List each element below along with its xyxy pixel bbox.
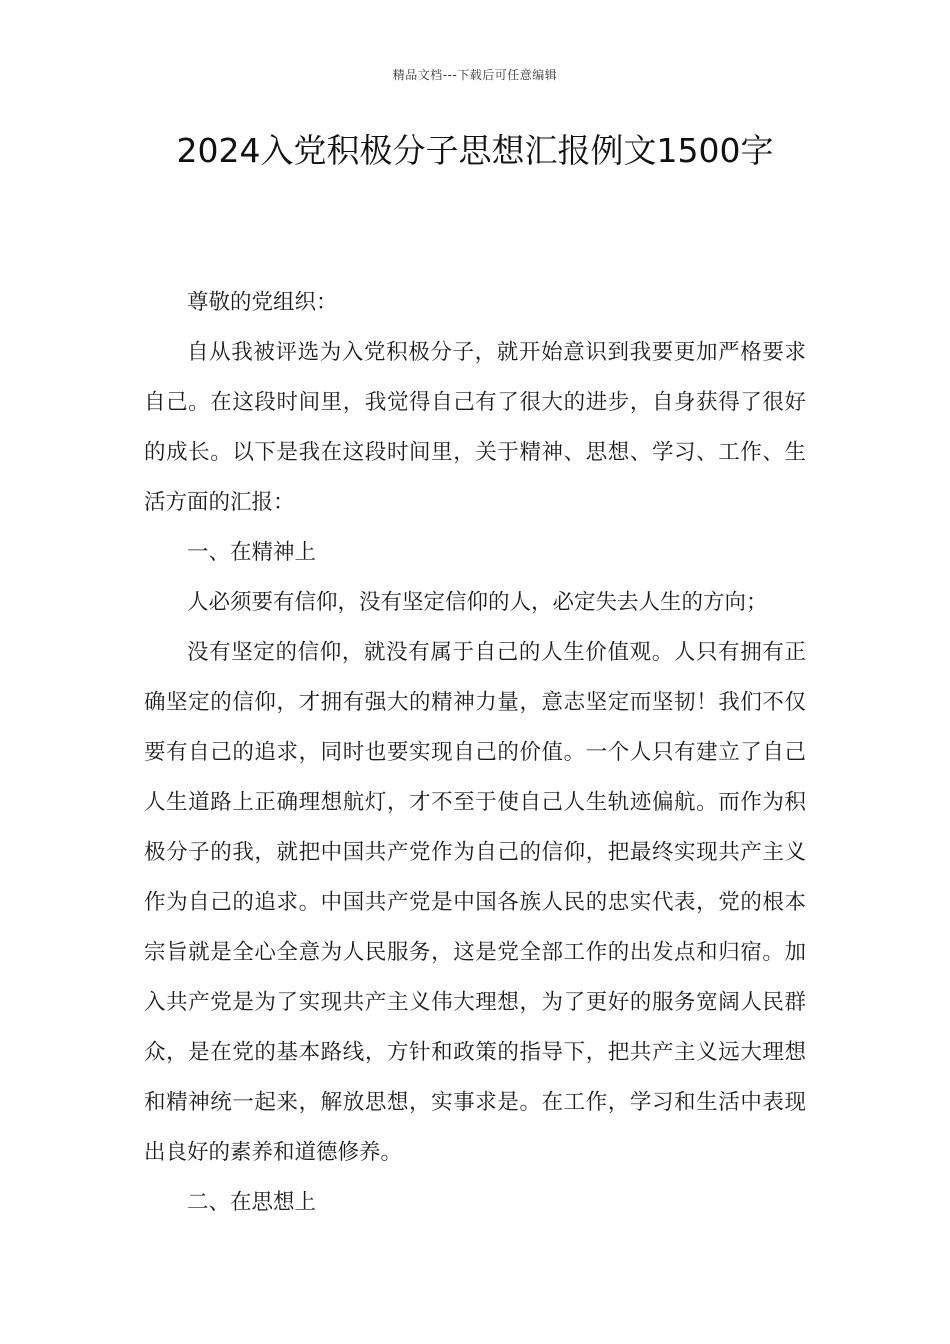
salutation: 尊敬的党组织： — [187, 290, 338, 315]
section-heading: 二、在思想上 — [187, 1190, 317, 1215]
paragraph: 自从我被评选为入党积极分子，就开始意识到我要更加严格要求自己。在这段时间里，我觉得自己有了很大的进步，自身获得了很好的成长。以下是我在这段时间里，关于精神、思想、学习、工作、生活方面的汇报： — [144, 340, 806, 515]
paragraph: 没有坚定的信仰，就没有属于自己的人生价值观。人只有拥有正确坚定的信仰，才拥有强大的精神力量，意志坚定而坚韧！我们不仅要有自己的追求，同时也要实现自己的价值。一个人只有建立了自己人生道路上正确理想航灯，才不至于使自己人生轨迹偏航。而作为积极分子的我，就把中国共产党作为自己的信仰，把最终实现共产主义作为自己的追求。中国共产党是中国各族人民的忠实代表，党的根本宗旨就是全心全意为人民服务，这是党全部工作的出发点和归宿。加入共产党是为了实现共产主义伟大理想，为了更好的服务宽阔人民群众，是在党的基本路线，方针和政策的指导下，把共产主义远大理想和精神统一起来，解放思想，实事求是。在工作，学习和生活中表现出良好的素养和道德修养。 — [144, 640, 806, 1165]
header-note: 精品文档---下载后可任意编辑 — [392, 68, 558, 82]
document-title: 2024入党积极分子思想汇报例文1500字 — [176, 131, 774, 170]
paragraph: 人必须要有信仰，没有坚定信仰的人，必定失去人生的方向； — [187, 590, 768, 615]
document-body — [144, 278, 806, 1228]
section-heading: 一、在精神上 — [187, 540, 317, 565]
